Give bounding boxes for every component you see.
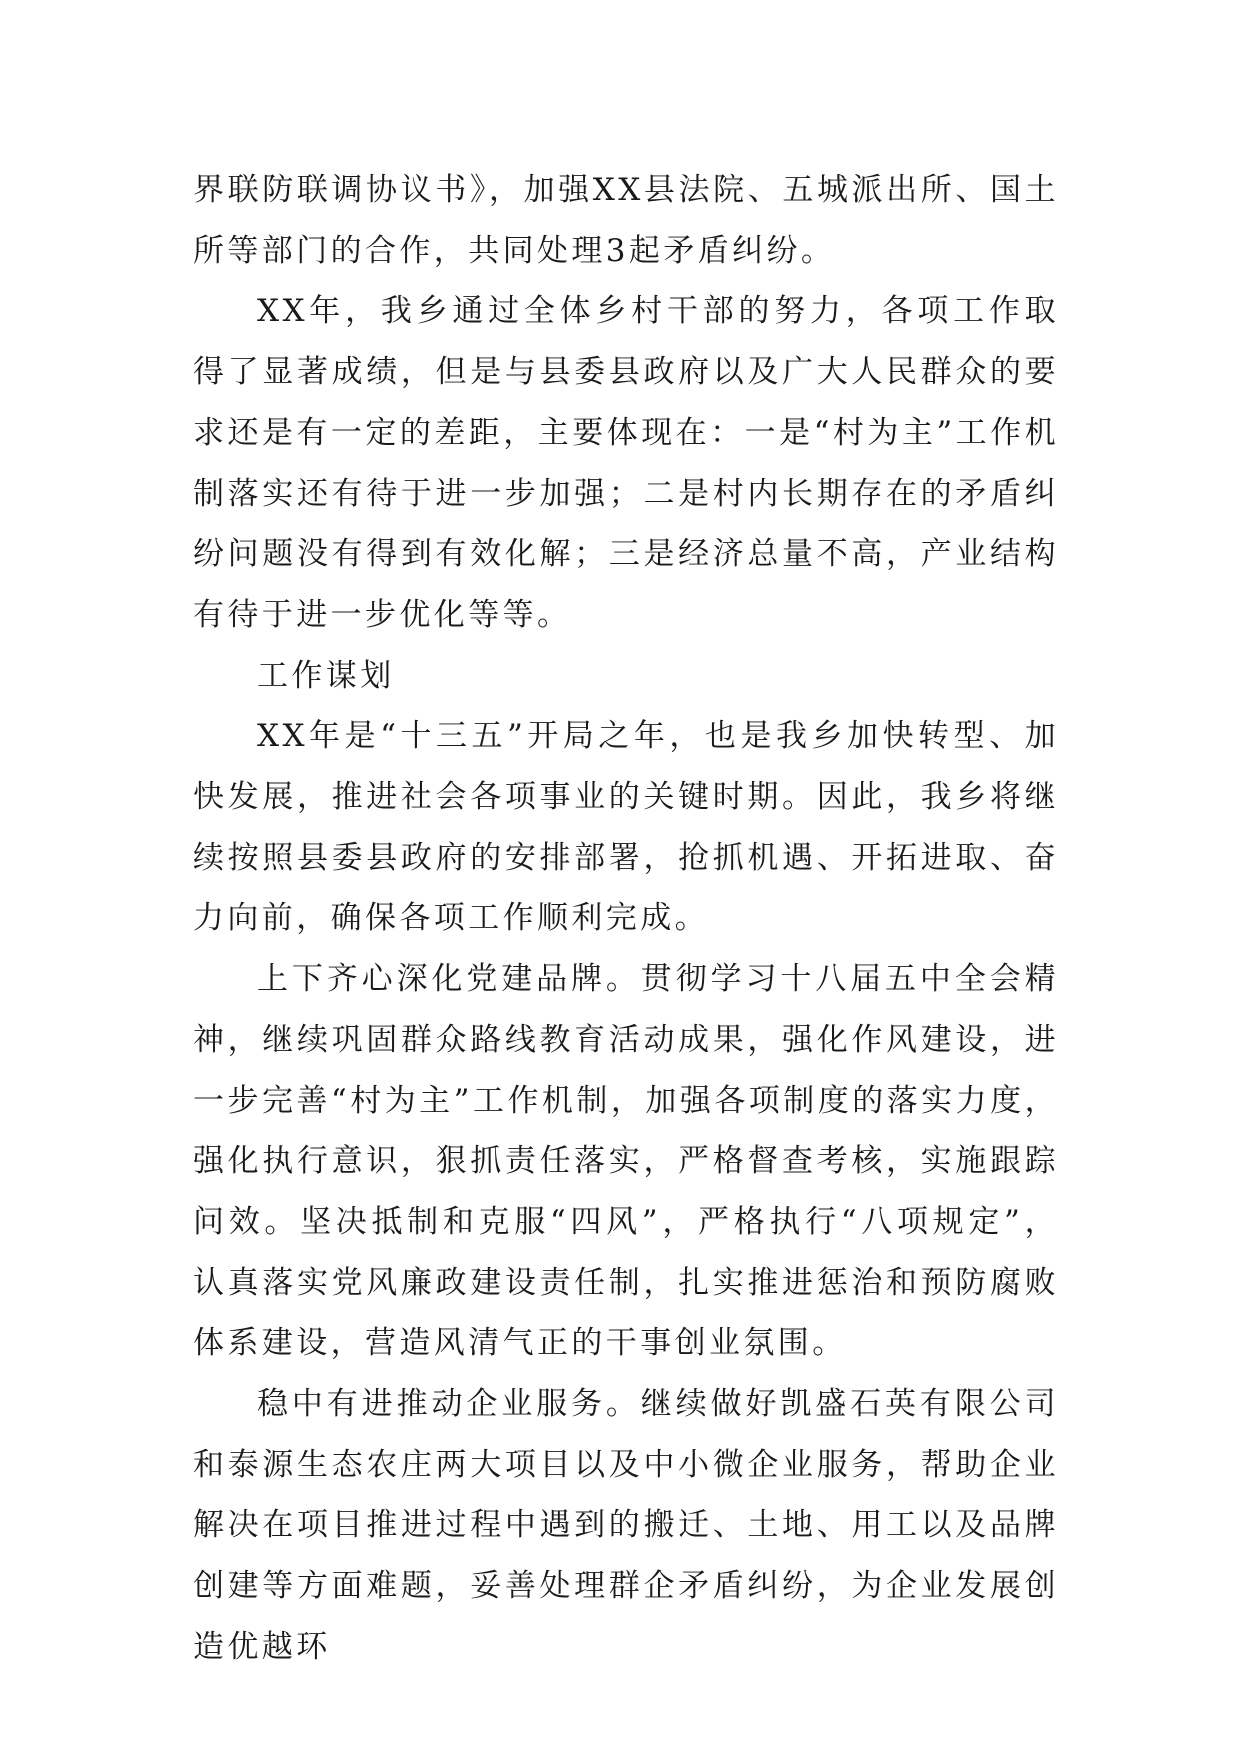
document-body xyxy=(193,160,1059,1678)
paragraph-plan-intro: XX年是“十三五”开局之年，也是我乡加快转型、加快发展，推进社会各项事业的关键时期。因此，我乡将继续按照县委县政府的安排部署，抢抓机遇、开拓进取、奋力向前，确保各项工作顺利完成。 xyxy=(193,718,1059,937)
paragraph-continuation: 界联防联调协议书》，加强XX县法院、五城派出所、国土所等部门的合作，共同处理3起矛盾纠纷。 xyxy=(193,172,1059,269)
paragraph-summary: XX年，我乡通过全体乡村干部的努力，各项工作取得了显著成绩，但是与县委县政府以及广大人民群众的要求还是有一定的差距，主要体现在：一是“村为主”工作机制落实还有待于进一步加强；二是村内长期存在的矛盾纠纷问题没有得到有效化解；三是经济总量不高，产业结构有待于进一步优化等等。 xyxy=(193,293,1059,633)
paragraph-enterprise-service: 稳中有进推动企业服务。继续做好凯盛石英有限公司和泰源生态农庄两大项目以及中小微企业服务，帮助企业解决在项目推进过程中遇到的搬迁、土地、用工以及品牌创建等方面难题，妥善处理群企矛盾纠纷，为企业发展创造优越环 xyxy=(193,1386,1059,1665)
section-heading: 工作谋划 xyxy=(257,657,395,694)
paragraph-party-building: 上下齐心深化党建品牌。贯彻学习十八届五中全会精神，继续巩固群众路线教育活动成果，强化作风建设，进一步完善“村为主”工作机制，加强各项制度的落实力度，强化执行意识，狠抓责任落实，严格督查考核，实施跟踪问效。坚决抵制和克服“四风”，严格执行“八项规定”，认真落实党风廉政建设责任制，扎实推进惩治和预防腐败体系建设，营造风清气正的干事创业氛围。 xyxy=(193,961,1059,1362)
